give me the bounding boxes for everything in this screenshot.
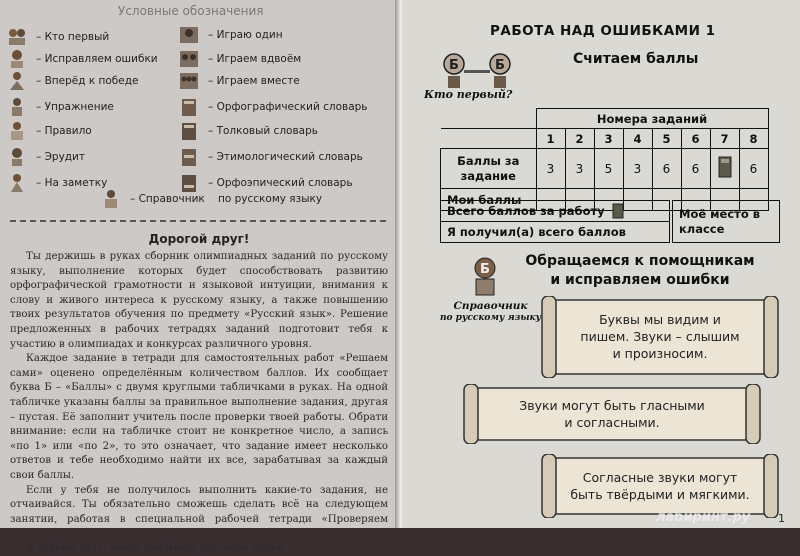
points-cell: 3 [565,149,594,189]
task-number: 3 [594,129,623,149]
task-number: 6 [681,129,710,149]
legend-item: – Эрудит [6,146,85,168]
igrayu-odin-icon [178,25,200,45]
legend-item: – Правило [6,120,92,142]
svg-text:Б: Б [495,58,505,73]
rule-scroll: Буквы мы видим и пишем. Звуки – слышим и произносим. [540,296,780,378]
letter-paragraph: Ты держишь в руках сборник олимпиадных заданий по русскому языку, выполнение которых будет способствовать развитию орфографической грамотности и языковой интуиции, внимания к слову и живого интереса к русскому языку, а также повышению твоих результатов обучения по предмету «Русский язык». Решение предложенных в рабочих тетрадях заданий подготовит тебя к участию в олимпиадах и конкурсах различного уровня. [10,251,388,350]
kto-pervyi-caption: Кто первый? [424,88,513,101]
legend-item: – Играю один [178,24,283,46]
rule-scroll: Согласные звуки могут быть твёрдыми и мягкими. [540,454,780,518]
legend-item: – Толковый словарь [178,120,318,142]
points-cell: 3 [536,149,565,189]
task-number: 5 [652,129,681,149]
worksheet-title: РАБОТА НАД ОШИБКАМИ 1 [490,23,716,39]
task-numbers-header: Номера заданий [536,109,768,129]
task-number: 4 [623,129,652,149]
legend-item: – Играем вдвоём [178,48,301,70]
letter-paragraph: В добрый путь, юный любитель русского языка! [26,542,288,554]
score-subtitle: Считаем баллы [573,51,699,67]
book-icon [717,156,733,178]
igraem-vdvoem-icon [178,49,200,69]
legend-item: – Упражнение [6,96,114,118]
left-page [0,0,398,554]
total-points-box[interactable]: Всего баллов за работу [440,200,670,222]
letter-paragraph: Каждое задание в тетради для самостоятельных работ «Решаем сами» оценено определённым количеством баллов. Их сообщает буква Б – «Баллы» с двумя круглыми табличками в руках. На одной табличке указаны баллы за правильное выполнение задания, другая – пустая. Её заполнит учитель после проверки твоей работы. Обрати внимание: если на табличке стоит не конкретное число, а запись «по 1» или «по 2», то это означает, что задание имеет несколько ответов и тебе необходимо найти их все, зарабатывая за каждый свои баллы. [10,353,388,481]
legend-item: – Этимологический словарь [178,146,363,168]
task-number: 2 [565,129,594,149]
svg-text:Б: Б [449,58,459,73]
legend-item: – Справочник [100,188,205,210]
orfoepicheskiy-icon [178,173,200,193]
vpered-icon [6,71,28,91]
orfograficheskiy-icon [178,97,200,117]
points-cell: 6 [739,149,768,189]
spravochnik-caption: Справочник по русскому языку [440,300,542,323]
score-table [440,108,769,211]
my-points-label: Мои баллы [441,189,537,211]
na-zametku-icon [6,173,28,193]
dashed-divider [10,220,386,222]
pravilo-icon [6,121,28,141]
legend-item: – Играем вместе [178,70,300,92]
points-cell: 5 [594,149,623,189]
legend-item: по русскому языку [218,193,323,205]
spravochnik-character-icon [462,255,508,299]
points-cell: 6 [681,149,710,189]
legend-item: – Кто первый [6,26,109,48]
svg-text:Б: Б [480,262,490,277]
watermark: лабиринт.ру [656,510,751,525]
igraem-vmeste-icon [178,71,200,91]
book-icon [611,203,625,219]
erudit-icon [6,147,28,167]
legend-item: – Исправляем ошибки [6,48,158,70]
letter-title: Дорогой друг! [148,232,250,246]
points-cell: 3 [623,149,652,189]
spravochnik-icon [100,189,122,209]
task-number: 1 [536,129,565,149]
page-number: 1 [778,512,785,525]
letter-body [10,250,388,556]
legend-item: – На заметку [6,172,107,194]
points-row-label: Баллы за задание [441,149,537,189]
legend-title: Условные обозначения [118,4,264,18]
table-surface [0,528,800,542]
kto-pervyi-icon [6,27,28,47]
ispravlyaem-icon [6,49,28,69]
received-points-box[interactable]: Я получил(а) всего баллов [440,221,670,243]
legend-item: – Орфоэпический словарь [178,172,353,194]
uprazhnenie-icon [6,97,28,117]
points-cell [710,149,739,189]
task-number: 8 [739,129,768,149]
kto-pervyi-illustration [438,50,518,90]
etimologicheskiy-icon [178,147,200,167]
help-subtitle: Обращаемся к помощникам и исправляем ошибки [525,253,755,288]
class-place-box[interactable]: Моё место в классе [672,200,780,243]
legend-item: – Вперёд к победе [6,70,138,92]
legend-item: – Орфографический словарь [178,96,367,118]
letter-paragraph: Если у тебя не получилось выполнить какие-то задания, не отчаивайся. Ты обязательно сможешь сделать всё на следующем занятии, работая в специальной рабочей тетради «Проверяем [10,484,388,525]
task-number: 7 [710,129,739,149]
points-cell: 6 [652,149,681,189]
tolkovyi-icon [178,121,200,141]
rule-scroll: Звуки могут быть гласными и согласными. [462,384,762,444]
